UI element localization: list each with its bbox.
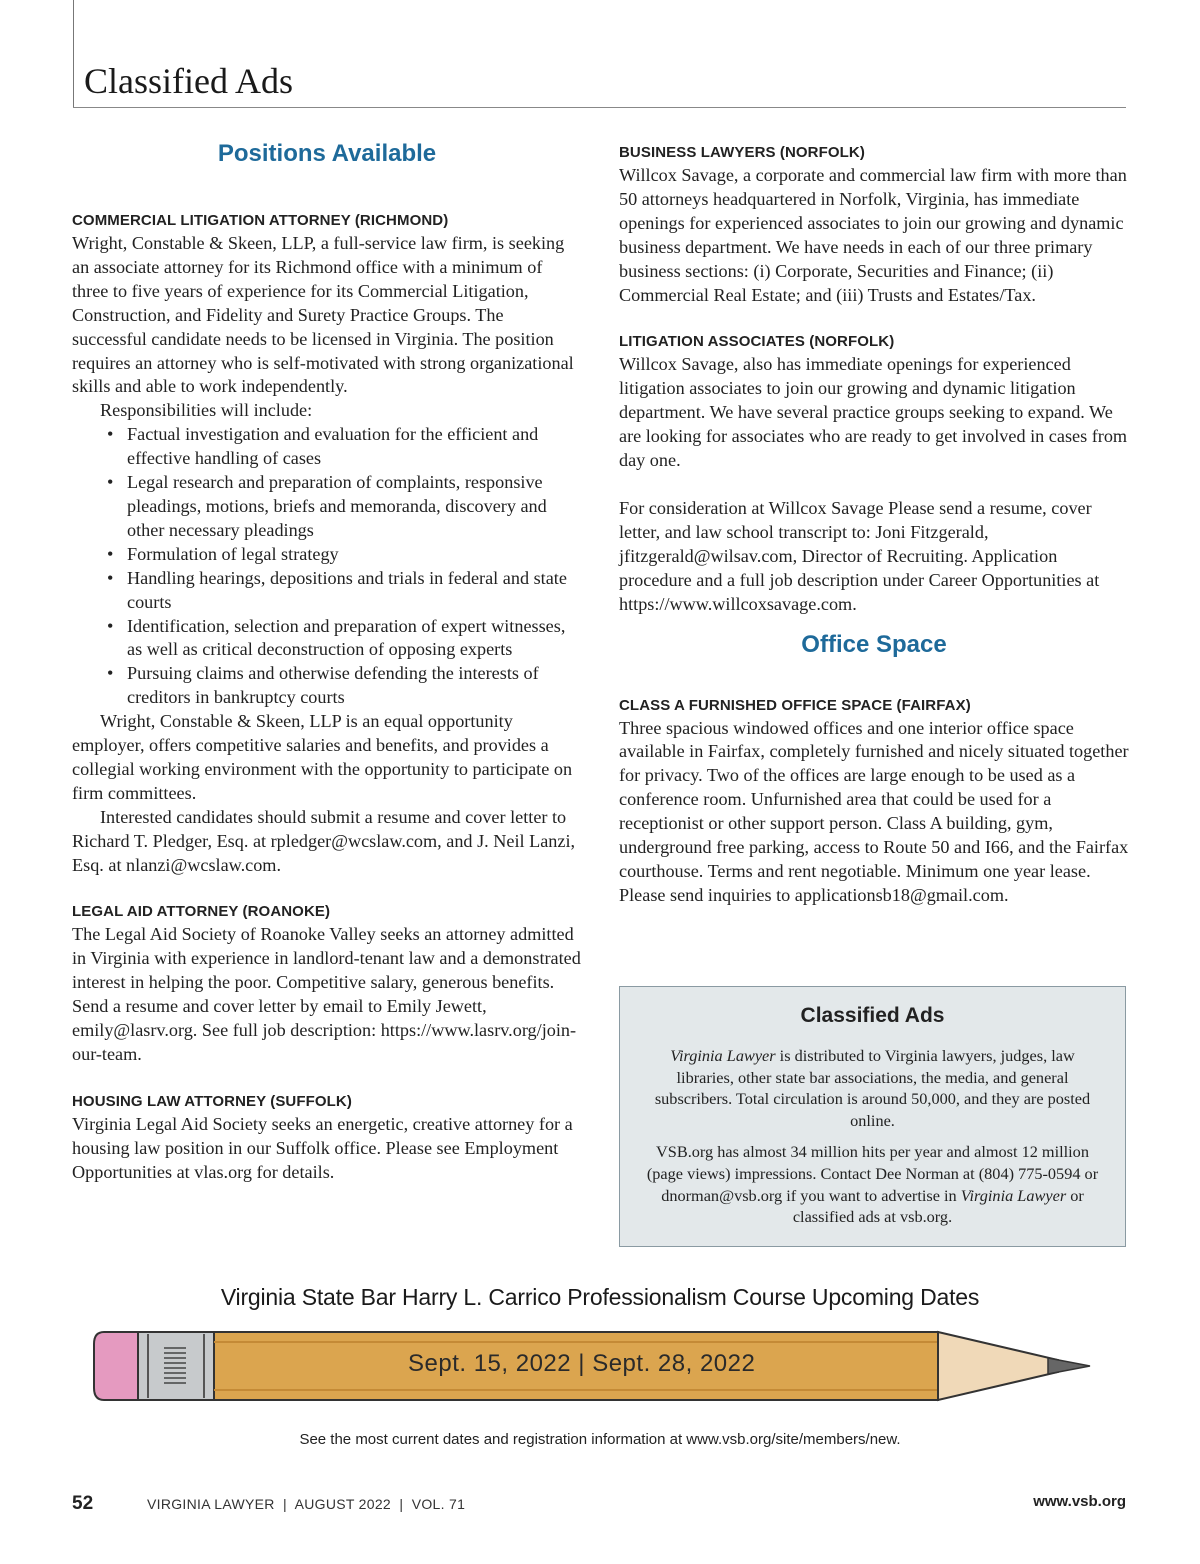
ad-heading: CLASS A FURNISHED OFFICE SPACE (FAIRFAX) xyxy=(619,696,971,714)
pencil-lead xyxy=(1048,1358,1090,1374)
ad-heading: HOUSING LAW ATTORNEY (SUFFOLK) xyxy=(72,1092,352,1110)
ad-body: Willcox Savage, a corporate and commercial law firm with more than 50 attorneys headquartered in Norfolk, Virginia, has immediate openings for experienced associates to join our growing and dynamic business department. We have needs in each of our three primary business sections: (i) Corporate, Securities and Finance; (ii) Commercial Real Estate; and (iii) Trusts and Estates/Tax. xyxy=(619,165,1127,305)
ad-heading: LITIGATION ASSOCIATES (NORFOLK) xyxy=(619,333,895,351)
footer-url: www.vsb.org xyxy=(1033,1493,1126,1510)
list-item: • Pursuing claims and otherwise defending the interests of creditors in bankruptcy courts xyxy=(127,662,582,710)
ad-housing-law xyxy=(72,1091,582,1185)
course-registration-note: See the most current dates and registration information at www.vsb.org/site/members/new. xyxy=(299,1431,901,1448)
info-box-text: is distributed to Virginia lawyers, judges, law libraries, other state bar associations, the media, and general subscribers. Total circulation is around 50,000, and they are posted online. xyxy=(654,1046,1091,1130)
info-box-paragraph xyxy=(640,1045,1105,1131)
header-vertical-rule xyxy=(73,0,74,108)
list-item: • Identification, selection and preparation of expert witnesses, as well as critical deconstruction of opposing experts xyxy=(127,615,582,663)
course-title: Virginia State Bar Harry L. Carrico Professionalism Course Upcoming Dates xyxy=(220,1284,980,1310)
pencil-wood-tip xyxy=(938,1332,1058,1400)
ad-body: The Legal Aid Society of Roanoke Valley seeks an attorney admitted in Virginia with experience in landlord-tenant law and a demonstrated interest in helping the poor. Competitive salary, generous benefits. Send a resume and cover letter by email to Emily Jewett, emily@lasrv.org. See full job description: https://www.lasrv.org/join-our-team. xyxy=(72,924,581,1064)
responsibilities-list xyxy=(72,423,582,710)
list-item: • Formulation of legal strategy xyxy=(127,543,582,567)
list-item: • Handling hearings, depositions and trials in federal and state courts xyxy=(127,567,582,615)
publication-name: Virginia Lawyer xyxy=(960,1185,1067,1205)
pencil-eraser xyxy=(94,1332,138,1400)
ad-commercial-litigation xyxy=(72,210,582,877)
ad-body: Virginia Legal Aid Society seeks an energetic, creative attorney for a housing law position in our Suffolk office. Please see Employment Opportunities at vlas.org for details. xyxy=(72,1113,573,1182)
ad-body: Willcox Savage, also has immediate openings for experienced litigation associates to join our growing and dynamic litigation department. We have several practice groups seeking to expand. We are looking for associates who are ready to get involved in cases from day one. xyxy=(619,354,1128,471)
footer-publication: VIRGINIA LAWYER | AUGUST 2022 | VOL. 71 xyxy=(147,1496,466,1512)
course-dates: Sept. 15, 2022 | Sept. 28, 2022 xyxy=(408,1350,756,1377)
ad-business-lawyers xyxy=(619,142,1129,307)
info-box-text: VSB.org has almost 34 million hits per year and almost 12 million (page views) impressions. Contact Dee Norman at (804) 775-0594 or dnorman@vsb.org if you want to advertise in xyxy=(646,1142,1099,1205)
ad-body: For consideration at Willcox Savage Please send a resume, cover letter, and law school transcript to: Joni Fitzgerald, jfitzgerald@wilsav.com, Director of Recruiting. Application procedure and a full job description under Career Opportunities at https://www.willcoxsavage.com. xyxy=(619,497,1100,614)
list-item: • Factual investigation and evaluation for the efficient and effective handling of cases xyxy=(127,423,582,471)
list-item: • Legal research and preparation of complaints, responsive pleadings, motions, briefs and memoranda, discovery and other necessary pleadings xyxy=(127,471,582,543)
header-divider xyxy=(73,107,1126,108)
left-column xyxy=(72,138,582,1185)
ad-body: Wright, Constable & Skeen, LLP is an equal opportunity employer, offers competitive salaries and benefits, and provides a collegial working environment with the opportunity to participate on firm committees. xyxy=(72,711,573,803)
ad-office-space xyxy=(619,695,1129,908)
pencil-ferrule xyxy=(138,1332,214,1400)
responsibilities-label: Responsibilities will include: xyxy=(100,400,313,421)
page-title: Classified Ads xyxy=(84,61,294,101)
ad-body: Wright, Constable & Skeen, LLP, a full-service law firm, is seeking an associate attorney for its Richmond office with a minimum of three to five years of experience for its Commercial Litigation, Construction, and Fidelity and Surety Practice Groups. The successful candidate needs to be licensed in Virginia. The position requires an attorney who is self-motivated with strong organizational skills and able to work independently. xyxy=(72,233,574,397)
info-box-paragraph xyxy=(640,1141,1105,1227)
positions-available-heading: Positions Available xyxy=(217,140,437,167)
ad-body: Three spacious windowed offices and one interior office space available in Fairfax, completely furnished and nicely situated together for privacy. Two of the offices are large enough to be used as a conference room. Unfurnished area that could be used for a receptionist or other support person. Class A building, gym, underground free parking, access to Route 50 and I66, and the Fairfax courthouse. Terms and rent negotiable. Minimum one year lease. Please send inquiries to applicationsb18@gmail.com. xyxy=(619,717,1129,905)
ad-heading: BUSINESS LAWYERS (NORFOLK) xyxy=(619,144,865,161)
right-column xyxy=(619,142,1129,908)
ad-body: Interested candidates should submit a resume and cover letter to Richard T. Pledger, Esq. at rpledger@wcslaw.com, and J. Neil Lanzi, Esq. at nlanzi@wcslaw.com. xyxy=(72,806,576,875)
ad-heading: COMMERCIAL LITIGATION ATTORNEY (RICHMOND) xyxy=(72,212,449,229)
classified-info-box xyxy=(619,986,1126,1247)
office-space-heading: Office Space xyxy=(801,630,947,658)
ad-legal-aid xyxy=(72,901,582,1066)
ad-litigation-associates xyxy=(619,331,1129,616)
info-box-title: Classified Ads xyxy=(800,1004,945,1027)
page-number: 52 xyxy=(72,1493,94,1514)
info-box-text: or classified ads at vsb.org. xyxy=(792,1185,1084,1227)
publication-name: Virginia Lawyer xyxy=(670,1046,776,1065)
ad-heading: LEGAL AID ATTORNEY (ROANOKE) xyxy=(72,903,331,921)
